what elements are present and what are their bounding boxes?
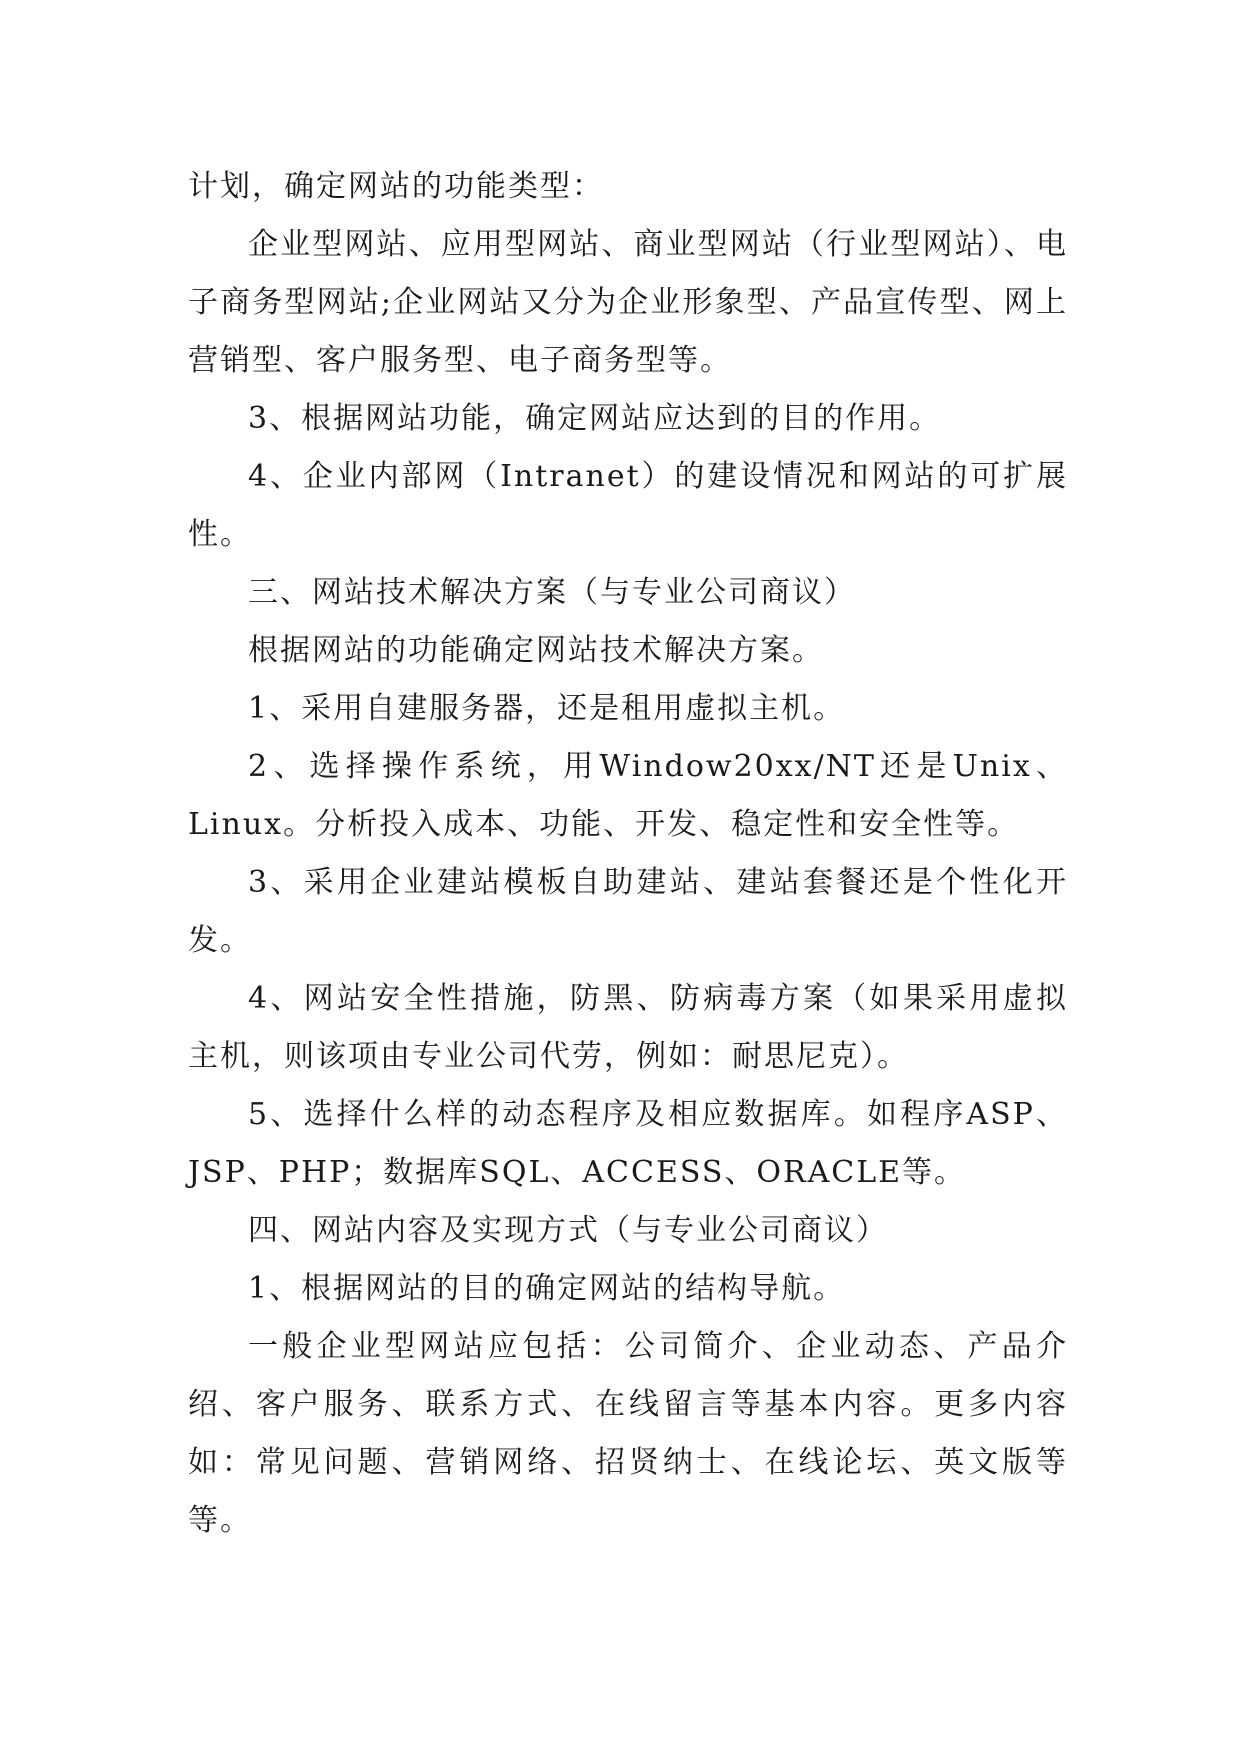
paragraph-function-type-intro: 计划，确定网站的功能类型： xyxy=(188,169,604,204)
paragraph-item-4-security: 4、网站安全性措施，防黑、防病毒方案（如果采用虚拟主机，则该项由专业公司代劳，例如：耐思尼克）。 xyxy=(188,981,1068,1074)
paragraph-item-2-os: 2、选择操作系统，用Window20xx/NT还是Unix、Linux。分析投入成本、功能、开发、稳定性和安全性等。 xyxy=(188,749,1068,842)
document-body xyxy=(188,158,1068,1550)
paragraph-tech-solution-intro: 根据网站的功能确定网站技术解决方案。 xyxy=(248,633,824,668)
section-heading-tech-solution: 三、网站技术解决方案（与专业公司商议） xyxy=(248,575,856,610)
paragraph-item-5-database: 5、选择什么样的动态程序及相应数据库。如程序ASP、JSP、PHP；数据库SQL、ACCESS、ORACLE等。 xyxy=(188,1097,1068,1190)
paragraph-item-3-goals: 3、根据网站功能，确定网站应达到的目的作用。 xyxy=(248,401,942,436)
section-heading-content: 四、网站内容及实现方式（与专业公司商议） xyxy=(248,1213,888,1248)
paragraph-website-types: 企业型网站、应用型网站、商业型网站（行业型网站）、电子商务型网站;企业网站又分为企业形象型、产品宣传型、网上营销型、客户服务型、电子商务型等。 xyxy=(188,227,1068,378)
paragraph-item-1-navigation: 1、根据网站的目的确定网站的结构导航。 xyxy=(248,1271,846,1306)
paragraph-item-1-server: 1、采用自建服务器，还是租用虚拟主机。 xyxy=(248,691,846,726)
paragraph-item-4-intranet: 4、企业内部网（Intranet）的建设情况和网站的可扩展性。 xyxy=(188,459,1068,552)
paragraph-item-3-template: 3、采用企业建站模板自助建站、建站套餐还是个性化开发。 xyxy=(188,865,1068,958)
paragraph-basic-content: 一般企业型网站应包括：公司简介、企业动态、产品介绍、客户服务、联系方式、在线留言等基本内容。更多内容如：常见问题、营销网络、招贤纳士、在线论坛、英文版等等。 xyxy=(188,1329,1068,1538)
